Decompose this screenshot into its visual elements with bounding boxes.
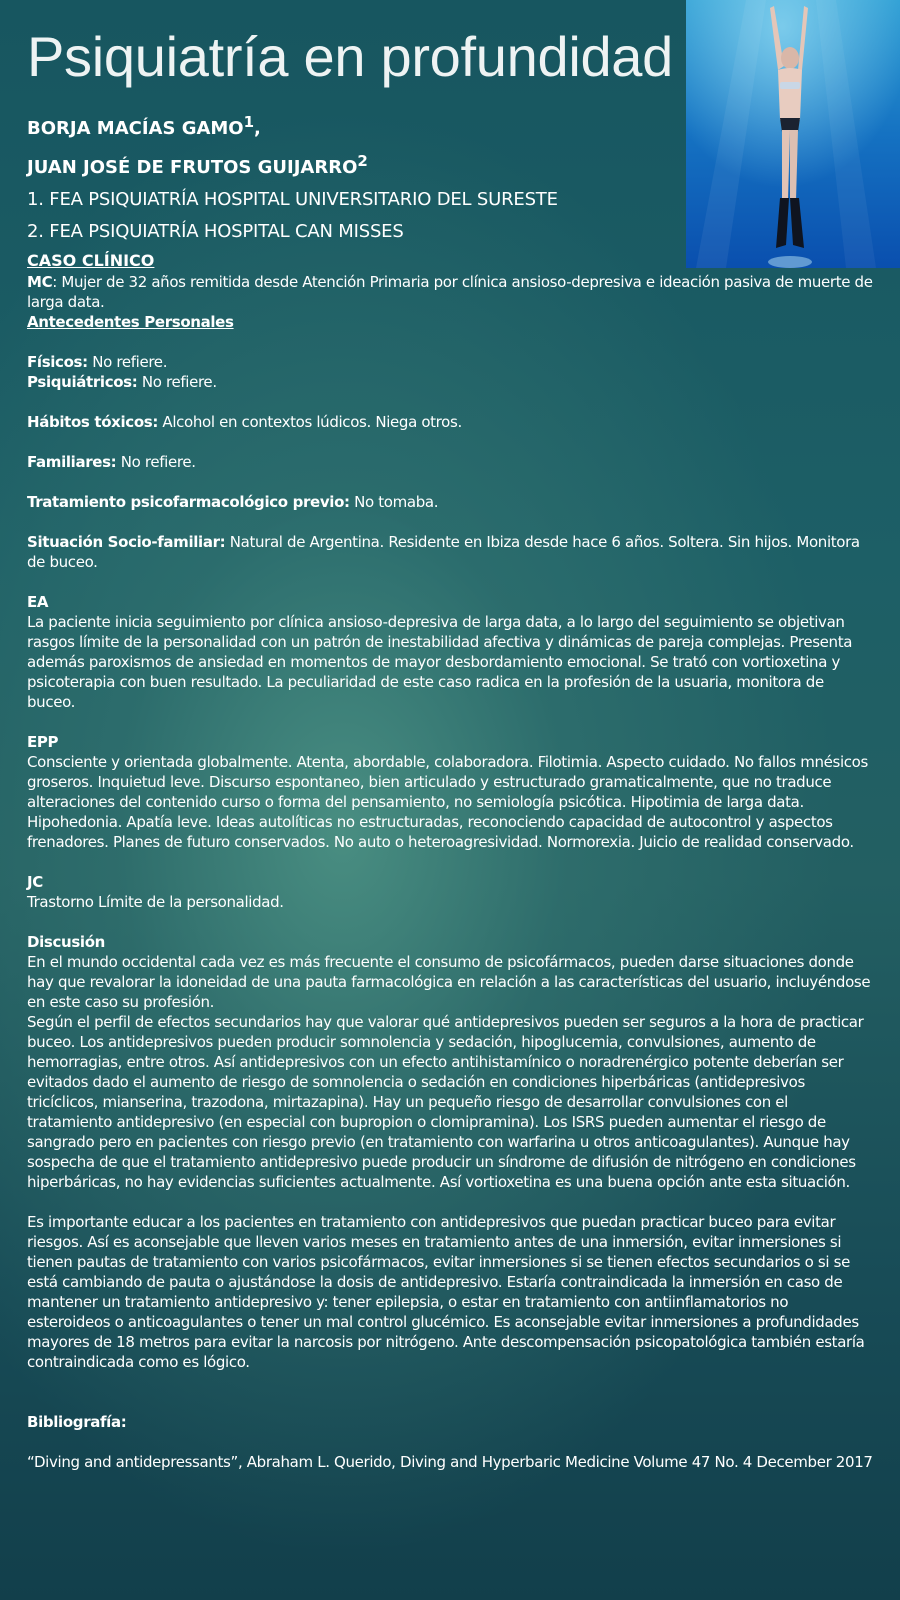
- ea-heading: EA: [27, 593, 49, 611]
- affiliation-1: 1. FEA PSIQUIATRÍA HOSPITAL UNIVERSITARIO DEL SURESTE: [27, 189, 558, 210]
- epp-text: Consciente y orientada globalmente. Atenta, abordable, colaboradora. Filotimia. Aspecto cuidado. No fallos mnésicos groseros. Inquietud leve. Discurso espontaneo, bien articulado y estructurado gramaticalmente, que no traduce alteraciones del contenido curso o forma del pensamiento, no semiología psicótica. Hipotimia de larga data. Hipohedonia. Apatía leve. Ideas autolíticas no estructuradas, reconociendo capacidad de autocontrol y aspectos frenadores. Planes de futuro conservados. No auto o heteroagresividad. Normorexia. Juicio de realidad conservado.: [27, 753, 868, 851]
- bibliografia-heading: Bibliografía:: [27, 1413, 127, 1431]
- psiquiatricos-line: Psiquiátricos: No refiere.: [27, 373, 217, 391]
- authors-block: [27, 106, 677, 274]
- author-2: JUAN JOSÉ DE FRUTOS GUIJARRO$^2$: [27, 152, 368, 178]
- familiares-line: Familiares: No refiere.: [27, 453, 196, 471]
- habitos-line: Hábitos tóxicos: Alcohol en contextos lúdicos. Niega otros.: [27, 413, 462, 431]
- fisicos-line: Físicos: No refiere.: [27, 353, 168, 371]
- diver-photo: [686, 0, 900, 268]
- case-content: [27, 272, 875, 1472]
- discusion-paragraph-2: Según el perfil de efectos secundarios hay que valorar qué antidepresivos pueden ser seguros a la hora de practicar buceo. Los antidepresivos pueden producir somnolencia y sedación, hipoglucemia, convulsiones, aumento de hemorragias, entre otros. Así antidepresivos con un efecto antihistamínico o noradrenérgico potente deberían ser evitados dado el aumento de riesgo de somnolencia o sedación en condiciones hiperbáricas (antidepresivos tricíclicos, mianserina, trazodona, mirtazapina). Hay un pequeño riesgo de desarrollar convulsiones con el tratamiento antidepresivo (en especial con bupropion o clomipramina). Los ISRS pueden aumentar el riesgo de sangrado pero en pacientes con riesgo previo (en tratamiento con warfarina u otros anticoagulantes). Aunque hay sospecha de que el tratamiento antidepresivo puede producir un síndrome de difusión de nitrógeno en condiciones hiperbáricas, no hay evidencias suficientes actualmente. Así vortioxetina es una buena opción ante esta situación.: [27, 1013, 864, 1191]
- discusion-paragraph-3: Es importante educar a los pacientes en tratamiento con antidepresivos que puedan practicar buceo para evitar riesgos. Así es aconsejable que lleven varios meses en tratamiento antes de una inmersión, evitar inmersiones si tienen pautas de tratamiento con varios psicofármacos, evitar inmersiones si se tienen efectos secundarios o si se está cambiando de pauta o ajustándose la dosis de antidepresivo. Estaría contraindicada la inmersión en caso de mantener un tratamiento antidepresivo y: tener epilepsia, o estar en tratamiento con antiinflamatorios no esteroideos o anticoagulantes o tener un mal control glucémico. Es aconsejable evitar inmersiones a profundidades mayores de 18 metros para evitar la narcosis por nitrógeno. Ante descompensación psicopatológica también estaría contraindicada como es lógico.: [27, 1213, 865, 1371]
- situacion-line: Situación Socio-familiar: Natural de Argentina. Residente en Ibiza desde hace 6 años. Soltera. Sin hijos. Monitora de buceo.: [27, 533, 860, 571]
- ea-text: La paciente inicia seguimiento por clínica ansioso-depresiva de larga data, a lo largo del seguimiento se objetivan rasgos límite de la personalidad con un patrón de inestabilidad afectiva y dinámicas de pareja complejas. Presenta además paroxismos de ansiedad en momentos de mayor desbordamiento emocional. Se trató con vortioxetina y psicoterapia con buen resultado. La peculiaridad de este caso radica en la profesión de la usuaria, monitora de buceo.: [27, 613, 853, 711]
- epp-heading: EPP: [27, 733, 59, 751]
- mc-paragraph: MC: Mujer de 32 años remitida desde Atención Primaria por clínica ansioso-depresiva e ideación pasiva de muerte de larga data.: [27, 273, 873, 311]
- tratamiento-line: Tratamiento psicofarmacológico previo: No tomaba.: [27, 493, 439, 511]
- discusion-paragraph-1: En el mundo occidental cada vez es más frecuente el consumo de psicofármacos, pueden darse situaciones donde hay que revalorar la idoneidad de una pauta farmacológica en relación a las características del usuario, incluyéndose en este caso su profesión.: [27, 953, 871, 1011]
- author-1: BORJA MACÍAS GAMO$^1$,: [27, 113, 261, 139]
- affiliation-2: 2. FEA PSIQUIATRÍA HOSPITAL CAN MISSES: [27, 221, 404, 242]
- jc-text: Trastorno Límite de la personalidad.: [27, 893, 284, 911]
- jc-heading: JC: [27, 873, 43, 891]
- case-heading: CASO CLÍNICO: [27, 251, 155, 270]
- poster-title: Psiquiatría en profundidad: [27, 25, 673, 88]
- discusion-heading: Discusión: [27, 933, 105, 951]
- antecedentes-heading: Antecedentes Personales: [27, 313, 234, 331]
- bibliografia-reference: “Diving and antidepressants”, Abraham L. Querido, Diving and Hyperbaric Medicine Volume 47 No. 4 December 2017: [27, 1453, 873, 1471]
